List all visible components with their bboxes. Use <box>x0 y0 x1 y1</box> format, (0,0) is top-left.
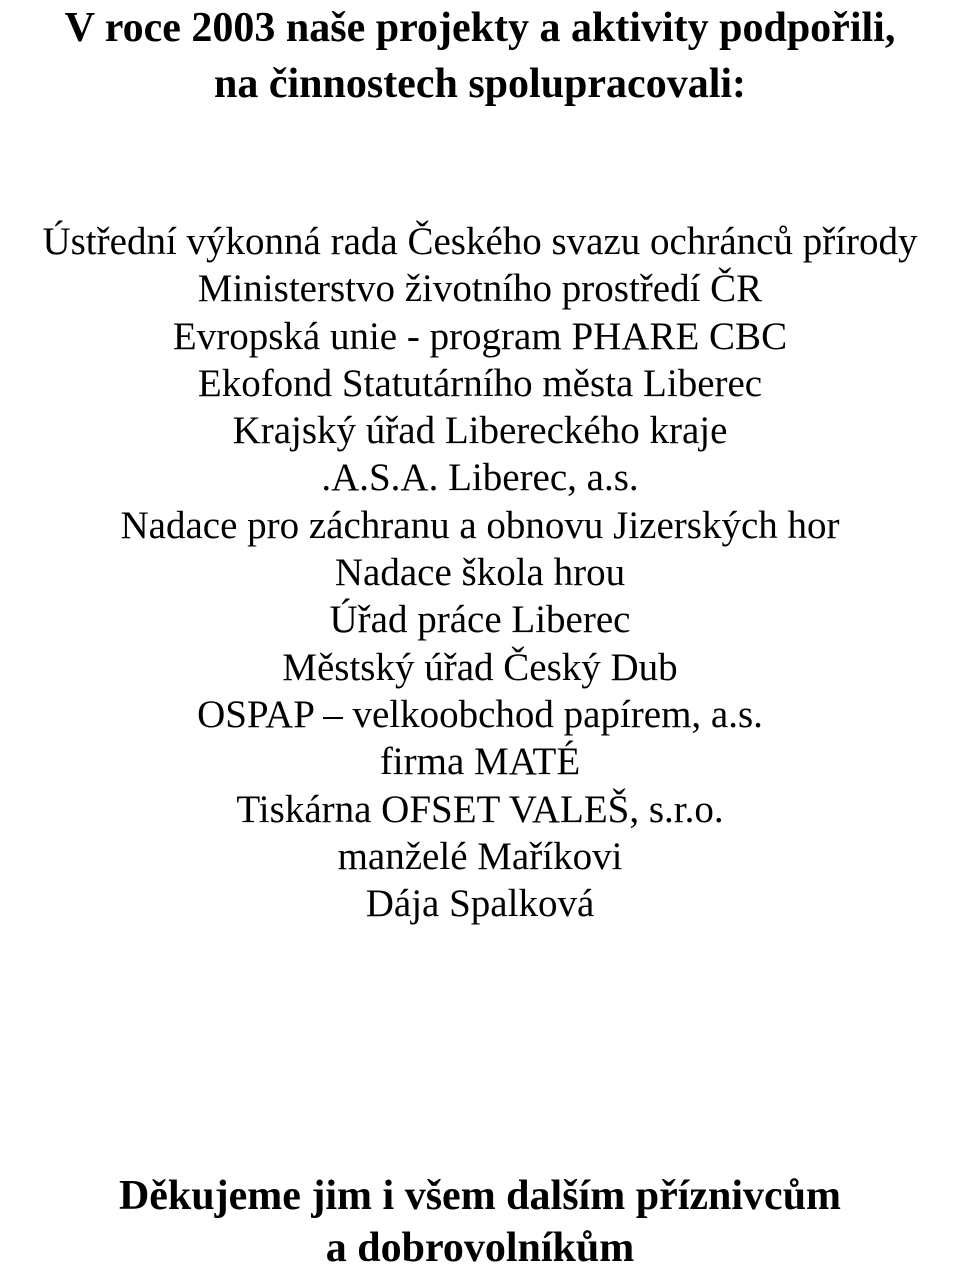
supporter-item: .A.S.A. Liberec, a.s. <box>321 456 639 500</box>
supporter-item: firma MATÉ <box>379 740 581 784</box>
page-heading <box>0 0 960 112</box>
supporter-item: Ústřední výkonná rada Českého svazu ochránců přírody <box>42 220 918 263</box>
supporter-item: Dája Spalková <box>365 882 595 926</box>
supporter-item: Úřad práce Liberec <box>329 598 631 642</box>
supporter-item: Krajský úřad Libereckého kraje <box>232 409 728 453</box>
supporter-item: Evropská unie - program PHARE CBC <box>172 314 788 358</box>
heading-line-1: V roce 2003 naše projekty a aktivity podpořili, <box>64 5 896 51</box>
supporters-list <box>0 218 960 927</box>
supporter-item: Ekofond Statutárního města Liberec <box>197 361 763 405</box>
supporter-item: OSPAP – velkoobchod papírem, a.s. <box>197 692 763 736</box>
thanks-line-1: Děkujeme jim i všem dalším příznivcům <box>118 1173 842 1219</box>
thanks-message <box>0 1170 960 1274</box>
heading-line-2: na činnostech spolupracovali: <box>213 61 747 107</box>
supporter-item: Ministerstvo životního prostředí ČR <box>197 267 763 311</box>
supporter-item: Nadace škola hrou <box>334 551 626 595</box>
supporter-item: Tiskárna OFSET VALEŠ, s.r.o. <box>236 787 724 831</box>
supporter-item: manželé Maříkovi <box>337 834 623 878</box>
supporter-item: Městský úřad Český Dub <box>282 645 678 689</box>
thanks-line-2: a dobrovolníkům <box>325 1225 635 1271</box>
supporter-item: Nadace pro záchranu a obnovu Jizerských hor <box>120 503 840 547</box>
